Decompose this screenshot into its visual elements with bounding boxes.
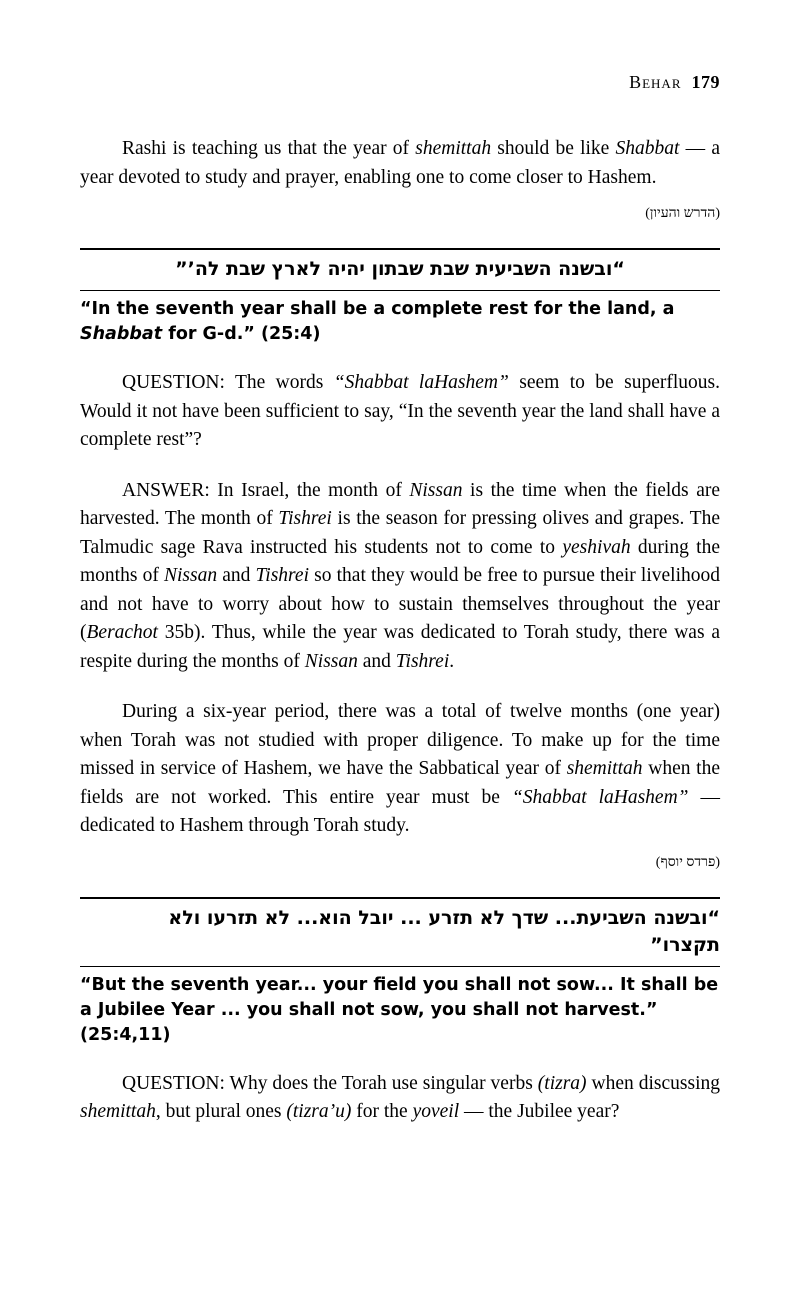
page-number: 179: [691, 72, 720, 92]
text-run: should be like: [491, 138, 616, 159]
text-run: Tishrei: [255, 565, 309, 586]
source-citation: (פרדס יוסף): [655, 854, 720, 870]
text-run: Nissan: [163, 565, 218, 586]
paragraph: [80, 135, 720, 192]
text-run: QUESTION: The words: [122, 372, 334, 393]
text-run: Nissan: [409, 479, 463, 501]
english-heading: [80, 297, 720, 347]
text-run: during the months of: [80, 536, 720, 586]
text-run: (tizra’u): [286, 1101, 352, 1122]
text-run: Tishrei: [395, 650, 450, 672]
running-head-parsha: Behar: [629, 72, 682, 92]
text-run: seem to be superfluous. Would it not have been sufficient to say, “In the seventh year the land shall have a complete rest”?: [80, 372, 720, 450]
page-content: [80, 0, 720, 1127]
text-run: Shabbat: [615, 138, 680, 159]
text-run: for the: [351, 1101, 413, 1122]
paragraph: [80, 698, 720, 841]
text-run: “Shabbat laHashem”: [333, 372, 509, 393]
text-run: , but plural ones: [155, 1101, 287, 1122]
hebrew-heading: “ובשנה השביעית שבת שבתון יהיה לארץ שבת לה’”: [80, 248, 720, 291]
text-run: for G-d.” (25:4): [162, 324, 321, 344]
text-run: and: [357, 650, 396, 672]
text-run: — dedicated to Hashem through Torah study.: [80, 786, 720, 836]
paragraph: [80, 1070, 720, 1127]
hebrew-heading-line-1: “ובשנה השביעת... שדך לא תזרע ... יובל הוא... לא תזרעו ולא: [168, 906, 720, 929]
text-run: “Shabbat laHashem”: [511, 786, 689, 808]
text-run: so that they would be free to pursue their livelihood and not have to worry about how to sustain themselves throughout the year (: [80, 565, 721, 643]
source-citation: (הדרש והעיון): [645, 206, 720, 221]
text-run: shemittah: [415, 138, 492, 159]
text-run: yoveil: [412, 1101, 460, 1122]
running-head: [80, 72, 720, 93]
english-heading: [80, 973, 720, 1048]
text-run: QUESTION: Why does the Torah use singular verbs: [122, 1072, 538, 1094]
text-run: is the season for pressing olives and grapes. The Talmudic sage Rava instructed his students not to come to: [80, 508, 721, 558]
text-run: and: [217, 565, 256, 586]
hebrew-heading: [80, 897, 720, 967]
text-run: when discussing: [586, 1072, 720, 1094]
text-run: Nissan: [304, 650, 358, 672]
text-run: — the Jubilee year?: [459, 1101, 620, 1122]
text-run: when the fields are not worked. This entire year must be: [80, 758, 720, 808]
text-run: Tishrei: [278, 508, 332, 529]
paragraph: [80, 477, 720, 677]
heading-block: [80, 248, 720, 291]
text-run: ANSWER: In Israel, the month of: [122, 479, 410, 501]
text-run: shemittah: [80, 1101, 156, 1122]
text-run: is the time when the fields are harvested. The month of: [80, 479, 720, 529]
paragraph: [80, 369, 720, 455]
text-run: 35b). Thus, while the year was dedicated to Torah study, there was a respite during the months of: [80, 622, 720, 672]
hebrew-heading-line-2: תקצרו”: [650, 933, 720, 956]
text-run: Berachot: [86, 622, 158, 643]
text-run: “But the seventh year... your field you shall not sow... It shall be a Jubilee Year ... you shall not sow, you shall not harvest.” (25:4,11): [80, 974, 719, 1045]
text-run: Shabbat: [80, 324, 163, 344]
heading-block: [80, 897, 720, 967]
text-run: Rashi is teaching us that the year of: [122, 138, 416, 159]
text-run: (tizra): [537, 1072, 587, 1094]
text-run: — a year devoted to study and prayer, enabling one to come closer to Hashem.: [80, 138, 720, 188]
text-run: “In the seventh year shall be a complete rest for the land, a: [80, 299, 675, 319]
text-run: yeshivah: [562, 536, 631, 558]
text-run: shemittah: [566, 758, 643, 779]
text-run: During a six-year period, there was a total of twelve months (one year) when Torah was not studied with proper diligence. To make up for the time missed in service of Hashem, we have the Sabbatical year of: [80, 701, 720, 779]
text-run: .: [449, 650, 455, 672]
